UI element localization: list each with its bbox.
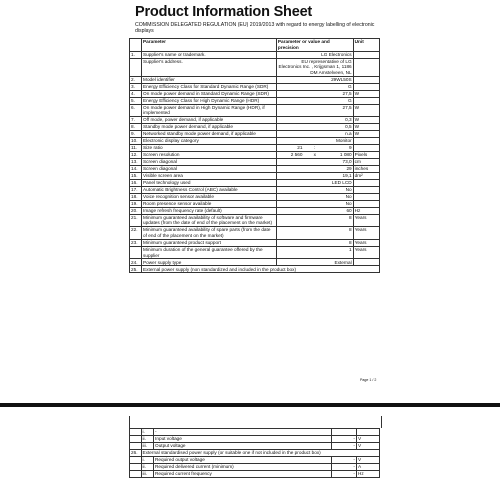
- row-unit: [353, 138, 379, 145]
- row-number: 5.: [130, 97, 142, 104]
- row-parameter: Input voltage: [154, 435, 332, 442]
- row-value: 27,5: [276, 90, 353, 97]
- row-unit: Hz: [356, 470, 379, 477]
- table-row: [130, 51, 380, 58]
- row-value: EU representative of LG Electronics Inc. , Krijgsman 1, 1186 DM Amstelveen, NL: [276, 58, 353, 76]
- row-value: Monitor: [276, 138, 353, 145]
- table-row: [130, 145, 380, 152]
- row-value: -: [331, 470, 356, 477]
- row-number: 11.: [130, 145, 142, 152]
- row-number: 20.: [130, 207, 142, 214]
- row-unit: [353, 145, 379, 152]
- row-parameter: Panel technology used: [142, 179, 277, 186]
- row-value: 8: [276, 214, 353, 227]
- row-parameter: Image refresh frequency rate (default): [142, 207, 277, 214]
- page-title: Product Information Sheet: [135, 4, 313, 20]
- row-parameter: Minimum guaranteed product support: [142, 239, 277, 246]
- row-subnumber: i.: [141, 429, 154, 436]
- table-row: [130, 435, 380, 442]
- row-value: 0,3: [276, 117, 353, 124]
- row-parameter: Minimum guaranteed availability of software and firmware updates (from the date of end of the placement on the market): [142, 214, 277, 227]
- row-parameter: Screen diagonal: [142, 165, 277, 172]
- page-divider: [0, 403, 500, 407]
- row-unit: [353, 186, 379, 193]
- row-parameter: On mode power demand in High Dynamic Range (HDR), if implemented: [142, 104, 277, 117]
- row-number: 16.: [130, 179, 142, 186]
- table-row: [130, 449, 380, 456]
- table-row: [130, 463, 380, 470]
- row-value: 73,0: [276, 158, 353, 165]
- row-parameter: Required delivered current (minimum): [154, 463, 332, 470]
- row-value: -: [331, 463, 356, 470]
- row-unit: W: [353, 131, 379, 138]
- table-row: [130, 227, 380, 240]
- row-subnumber: iii.: [141, 442, 154, 449]
- row-parameter: Energy Efficiency Class for Standard Dynamic Range (SDR): [142, 83, 277, 90]
- header-number: [130, 39, 142, 52]
- row-number: 23.: [130, 239, 142, 246]
- row-value: 29WL50S: [276, 76, 353, 83]
- row-unit: [353, 58, 379, 76]
- table-row: [130, 442, 380, 449]
- row-value: [276, 151, 353, 158]
- row-number: [130, 58, 142, 76]
- header-parameter: Parameter: [142, 39, 277, 52]
- row-number: 22.: [130, 227, 142, 240]
- table-row: [130, 456, 380, 463]
- row-parameter: Networked standby mode power demand, if applicable: [142, 131, 277, 138]
- continuation-edge: [129, 416, 382, 428]
- table-row: [130, 158, 380, 165]
- row-value: 19,1: [276, 172, 353, 179]
- row-parameter: Power supply type: [142, 259, 277, 266]
- value-separator: :: [314, 145, 316, 151]
- row-number: [130, 246, 142, 259]
- row-value: -: [331, 435, 356, 442]
- row-parameter: Output voltage: [154, 442, 332, 449]
- row-value: -: [331, 456, 356, 463]
- row-parameter: Off mode, power demand, if applicable: [142, 117, 277, 124]
- row-value: -: [331, 442, 356, 449]
- row-value: 27,5: [276, 104, 353, 117]
- row-parameter: Required output voltage: [154, 456, 332, 463]
- row-unit: V: [356, 456, 379, 463]
- table-row: [130, 165, 380, 172]
- header-unit: Unit: [353, 39, 379, 52]
- row-parameter: Supplier's address.: [142, 58, 277, 76]
- row-number: 25.: [130, 266, 142, 273]
- row-unit: W: [353, 104, 379, 117]
- row-value: No: [276, 186, 353, 193]
- row-unit: [353, 193, 379, 200]
- table-row: [130, 246, 380, 259]
- row-unit: Years: [353, 239, 379, 246]
- row-number: [130, 442, 142, 449]
- row-unit: cm: [353, 158, 379, 165]
- row-number: [130, 456, 142, 463]
- row-parameter: Visible screen area: [142, 172, 277, 179]
- row-number: 10.: [130, 138, 142, 145]
- table-row: [130, 104, 380, 117]
- row-unit: W: [353, 124, 379, 131]
- table-row: [130, 266, 380, 273]
- row-parameter: Required current frequency: [154, 470, 332, 477]
- row-parameter: Standby mode power demand, if applicable: [142, 124, 277, 131]
- row-value: External: [276, 259, 353, 266]
- row-number: 4.: [130, 90, 142, 97]
- value-separator: x: [313, 152, 316, 158]
- row-value: 8: [276, 227, 353, 240]
- row-number: 1.: [130, 51, 142, 58]
- table-row: [130, 97, 380, 104]
- row-unit: [353, 179, 379, 186]
- table-row: [130, 239, 380, 246]
- row-number: [130, 435, 142, 442]
- regulation-subtitle: COMMISSION DELEGATED REGULATION (EU) 2019/2013 with regard to energy labelling of electronic displays: [135, 22, 375, 35]
- row-value: 0,5: [276, 124, 353, 131]
- row-number: 14.: [130, 165, 142, 172]
- table-row: [130, 117, 380, 124]
- table-row: [130, 58, 380, 76]
- row-unit: [353, 76, 379, 83]
- table-row: [130, 76, 380, 83]
- table-row: [130, 131, 380, 138]
- row-value: G: [276, 97, 353, 104]
- header-value: Parameter or value and precision: [276, 39, 353, 52]
- row-parameter: Screen resolution: [142, 151, 277, 158]
- continuation-table-body: [130, 429, 380, 478]
- row-unit: [353, 200, 379, 207]
- value-part: 21: [297, 145, 303, 151]
- row-parameter: External power supply (non standardized and included in the product box): [142, 266, 380, 273]
- row-unit: W: [353, 117, 379, 124]
- value-part: 9: [349, 145, 352, 151]
- page-number: Page 1 / 2: [360, 378, 377, 382]
- row-unit: Hz: [353, 207, 379, 214]
- row-parameter: Size ratio: [142, 145, 277, 152]
- row-parameter: Screen diagonal: [142, 158, 277, 165]
- table-row: [130, 200, 380, 207]
- row-number: 8.: [130, 124, 142, 131]
- row-parameter: Minimum guaranteed availability of spare parts (from the date of end of the placement on the market): [142, 227, 277, 240]
- row-subnumber: ii.: [141, 435, 154, 442]
- table-row: [130, 138, 380, 145]
- row-number: 7.: [130, 117, 142, 124]
- row-value: LG Electronics: [276, 51, 353, 58]
- row-value: 1: [276, 246, 353, 259]
- table-row: [130, 83, 380, 90]
- row-parameter: Model identifier: [142, 76, 277, 83]
- row-parameter: Supplier's name or trademark.: [142, 51, 277, 58]
- row-number: 13.: [130, 158, 142, 165]
- table-row: [130, 124, 380, 131]
- table-row: [130, 172, 380, 179]
- row-unit: [353, 97, 379, 104]
- row-parameter: -: [154, 429, 332, 436]
- row-parameter: External standardised power supply (or suitable one if not included in the product box): [141, 449, 380, 456]
- row-parameter: On mode power demand in Standard Dynamic Range (SDR): [142, 90, 277, 97]
- row-value: No: [276, 193, 353, 200]
- row-number: [130, 463, 142, 470]
- table-row: [130, 179, 380, 186]
- table-row: [130, 470, 380, 477]
- row-number: 15.: [130, 172, 142, 179]
- value-part: 1 080: [339, 152, 352, 158]
- row-value: [276, 145, 353, 152]
- row-number: 3.: [130, 83, 142, 90]
- continuation-table: [129, 428, 380, 478]
- table-row: [130, 207, 380, 214]
- table-row: [130, 259, 380, 266]
- row-unit: A: [356, 463, 379, 470]
- row-number: 2.: [130, 76, 142, 83]
- row-unit: dm²: [353, 172, 379, 179]
- row-value: [331, 429, 356, 436]
- row-number: 19.: [130, 200, 142, 207]
- parameter-table-body: [130, 51, 380, 273]
- row-unit: [353, 51, 379, 58]
- row-number: 26.: [130, 449, 142, 456]
- row-subnumber: iii.: [141, 470, 154, 477]
- row-parameter: Automatic Brightness Control (ABC) available: [142, 186, 277, 193]
- row-unit: V: [356, 435, 379, 442]
- row-unit: V: [356, 442, 379, 449]
- row-unit: [353, 83, 379, 90]
- row-parameter: Room presence sensor available: [142, 200, 277, 207]
- row-parameter: Electronic display category: [142, 138, 277, 145]
- row-number: 6.: [130, 104, 142, 117]
- parameter-table: [129, 38, 380, 273]
- row-unit: Years: [353, 227, 379, 240]
- row-number: 9.: [130, 131, 142, 138]
- row-unit: W: [353, 90, 379, 97]
- row-number: 18.: [130, 193, 142, 200]
- row-number: 21.: [130, 214, 142, 227]
- row-number: 24.: [130, 259, 142, 266]
- row-parameter: Energy Efficiency Class for High Dynamic Range (HDR): [142, 97, 277, 104]
- row-value: 60: [276, 207, 353, 214]
- row-parameter: Minimum duration of the general guarantee offered by the supplier: [142, 246, 277, 259]
- row-number: [130, 470, 142, 477]
- row-subnumber: i.: [141, 456, 154, 463]
- row-number: [130, 429, 142, 436]
- table-row: [130, 429, 380, 436]
- row-number: 17.: [130, 186, 142, 193]
- row-unit: [353, 259, 379, 266]
- table-row: [130, 90, 380, 97]
- table-row: [130, 186, 380, 193]
- row-subnumber: ii.: [141, 463, 154, 470]
- row-value: 8: [276, 239, 353, 246]
- row-value: n.a: [276, 131, 353, 138]
- row-value: G: [276, 83, 353, 90]
- row-unit: Years: [353, 246, 379, 259]
- row-unit: [356, 429, 379, 436]
- table-row: [130, 193, 380, 200]
- table-row: [130, 151, 380, 158]
- table-header-row: [130, 39, 380, 52]
- row-parameter: Voice recognition sensor available: [142, 193, 277, 200]
- row-unit: inches: [353, 165, 379, 172]
- row-value: 29: [276, 165, 353, 172]
- table-row: [130, 214, 380, 227]
- row-unit: Years: [353, 214, 379, 227]
- row-value: LED LCD: [276, 179, 353, 186]
- row-value: No: [276, 200, 353, 207]
- row-number: 12.: [130, 151, 142, 158]
- value-part: 2 560: [290, 152, 303, 158]
- row-unit: Pixels: [353, 151, 379, 158]
